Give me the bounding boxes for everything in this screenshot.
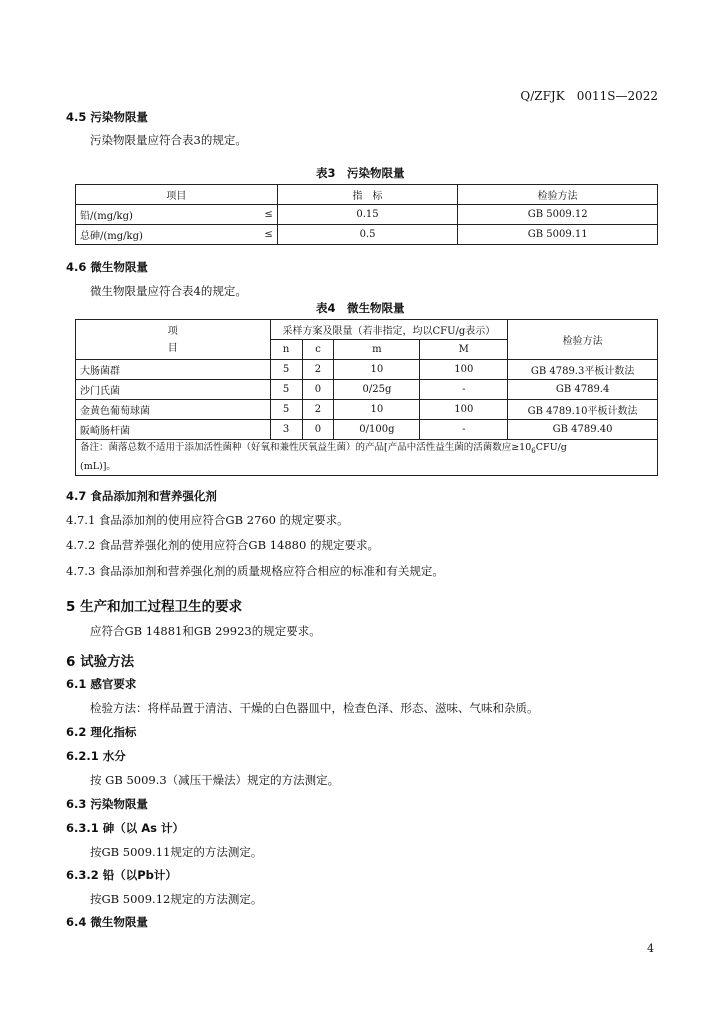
table-4-header-c: c	[302, 340, 334, 360]
table-cell-method: GB 4789.40	[508, 420, 658, 440]
table-cell-method: GB 4789.4	[508, 380, 658, 400]
section-6-2-1-text: 按 GB 5009.3（减压干燥法）规定的方法测定。	[90, 773, 340, 787]
table-4-note-line1: 备注：菌落总数不适用于添加活性菌种（好氧和兼性厌氧益生菌）的产品[产品中活性益生菌的活菌数应≥10	[80, 442, 532, 453]
table-4-note-row	[76, 440, 658, 476]
section-6-1-text: 检验方法：将样品置于清洁、干燥的白色器皿中，检查色泽、形态、滋味、气味和杂质。	[90, 701, 539, 715]
table-cell-c: 2	[302, 360, 334, 380]
table-cell-method: GB 5009.12	[458, 205, 658, 225]
table-cell-method: GB 5009.11	[458, 225, 658, 245]
table-4-header-item-top: 项	[167, 325, 178, 337]
section-4-5-title: 4.5 污染物限量	[66, 110, 148, 124]
table-3-header-item: 项目	[76, 185, 278, 205]
table-cell-item: 金黄色葡萄球菌	[76, 400, 271, 420]
table-cell-item: 阪崎肠杆菌	[76, 420, 271, 440]
table-3-header-value: 指 标	[277, 185, 458, 205]
table-cell-m: 10	[334, 400, 420, 420]
table-4-header-item	[76, 320, 271, 360]
table-cell-M: -	[420, 420, 508, 440]
section-6-1-title: 6.1 感官要求	[66, 677, 137, 691]
section-6-4-title: 6.4 微生物限量	[66, 915, 148, 929]
table-row	[76, 360, 658, 380]
table-3-caption: 表3 污染物限量	[316, 166, 405, 180]
section-4-7-1: 4.7.1 食品添加剂的使用应符合GB 2760 的规定要求。	[66, 513, 349, 527]
table-cell-n: 3	[270, 420, 302, 440]
table-row	[76, 205, 658, 225]
table-4-note	[76, 440, 658, 476]
section-5-text: 应符合GB 14881和GB 29923的规定要求。	[90, 624, 321, 638]
table-cell-value: 0.15	[277, 205, 458, 225]
section-4-7-2: 4.7.2 食品营养强化剂的使用应符合GB 14880 的规定要求。	[66, 538, 379, 552]
page-number: 4	[647, 942, 654, 955]
table-cell-method: GB 4789.10平板计数法	[508, 400, 658, 420]
table-cell-M: 100	[420, 400, 508, 420]
section-6-3-2-text: 按GB 5009.12规定的方法测定。	[90, 892, 263, 906]
table-row	[76, 420, 658, 440]
section-5-title: 5 生产和加工过程卫生的要求	[66, 599, 243, 615]
section-6-3-1-text: 按GB 5009.11规定的方法测定。	[90, 845, 263, 859]
section-4-6-title: 4.6 微生物限量	[66, 260, 148, 274]
table-4-header-m: m	[334, 340, 420, 360]
table-4-header-M: M	[420, 340, 508, 360]
table-4-header-row	[76, 320, 658, 340]
section-4-7-title: 4.7 食品添加剂和营养强化剂	[66, 489, 217, 503]
table-cell-n: 5	[270, 380, 302, 400]
section-4-7-3: 4.7.3 食品添加剂和营养强化剂的质量规格应符合相应的标准和有关规定。	[66, 564, 444, 578]
table-cell-c: 0	[302, 420, 334, 440]
table-4-header-n: n	[270, 340, 302, 360]
table-cell-n: 5	[270, 360, 302, 380]
table-4	[75, 319, 658, 476]
table-cell-item: 沙门氏菌	[76, 380, 271, 400]
table-cell-m: 0/100g	[334, 420, 420, 440]
section-6-3-title: 6.3 污染物限量	[66, 797, 148, 811]
document-code: Q/ZFJK 0011S—2022	[520, 89, 658, 103]
section-4-6-text: 微生物限量应符合表4的规定。	[90, 284, 247, 298]
section-4-5-text: 污染物限量应符合表3的规定。	[90, 133, 247, 147]
table-3	[75, 184, 658, 245]
table-row	[76, 225, 658, 245]
table-3-header-method: 检验方法	[458, 185, 658, 205]
table-4-header-plan: 采样方案及限量（若非指定，均以CFU/g表示）	[270, 320, 508, 340]
table-4-note-line1-end: CFU/g	[535, 442, 567, 453]
section-6-3-2-title: 6.3.2 铅（以Pb计）	[66, 868, 177, 882]
table-cell-item: 总砷/(mg/kg)	[76, 225, 176, 245]
table-cell-c: 2	[302, 400, 334, 420]
table-cell-operator: ≤	[175, 205, 277, 225]
table-cell-m: 10	[334, 360, 420, 380]
section-6-2-title: 6.2 理化指标	[66, 725, 137, 739]
table-4-note-line2: (mL)]。	[80, 460, 116, 472]
table-3-header-row	[76, 185, 658, 205]
table-4-note-exponent: 6	[531, 446, 536, 455]
table-cell-M: 100	[420, 360, 508, 380]
table-4-header-method: 检验方法	[508, 320, 658, 360]
table-cell-c: 0	[302, 380, 334, 400]
table-4-caption: 表4 微生物限量	[316, 301, 405, 315]
table-row	[76, 400, 658, 420]
section-6-2-1-title: 6.2.1 水分	[66, 749, 126, 763]
table-cell-n: 5	[270, 400, 302, 420]
table-4-header-item-bottom: 目	[167, 342, 178, 354]
table-cell-method: GB 4789.3平板计数法	[508, 360, 658, 380]
table-cell-item: 大肠菌群	[76, 360, 271, 380]
table-cell-M: -	[420, 380, 508, 400]
section-6-3-1-title: 6.3.1 砷（以 As 计）	[66, 821, 184, 835]
table-cell-value: 0.5	[277, 225, 458, 245]
section-6-title: 6 试验方法	[66, 654, 135, 670]
table-cell-item: 铅/(mg/kg)	[76, 205, 176, 225]
table-row	[76, 380, 658, 400]
table-cell-operator: ≤	[175, 225, 277, 245]
table-cell-m: 0/25g	[334, 380, 420, 400]
